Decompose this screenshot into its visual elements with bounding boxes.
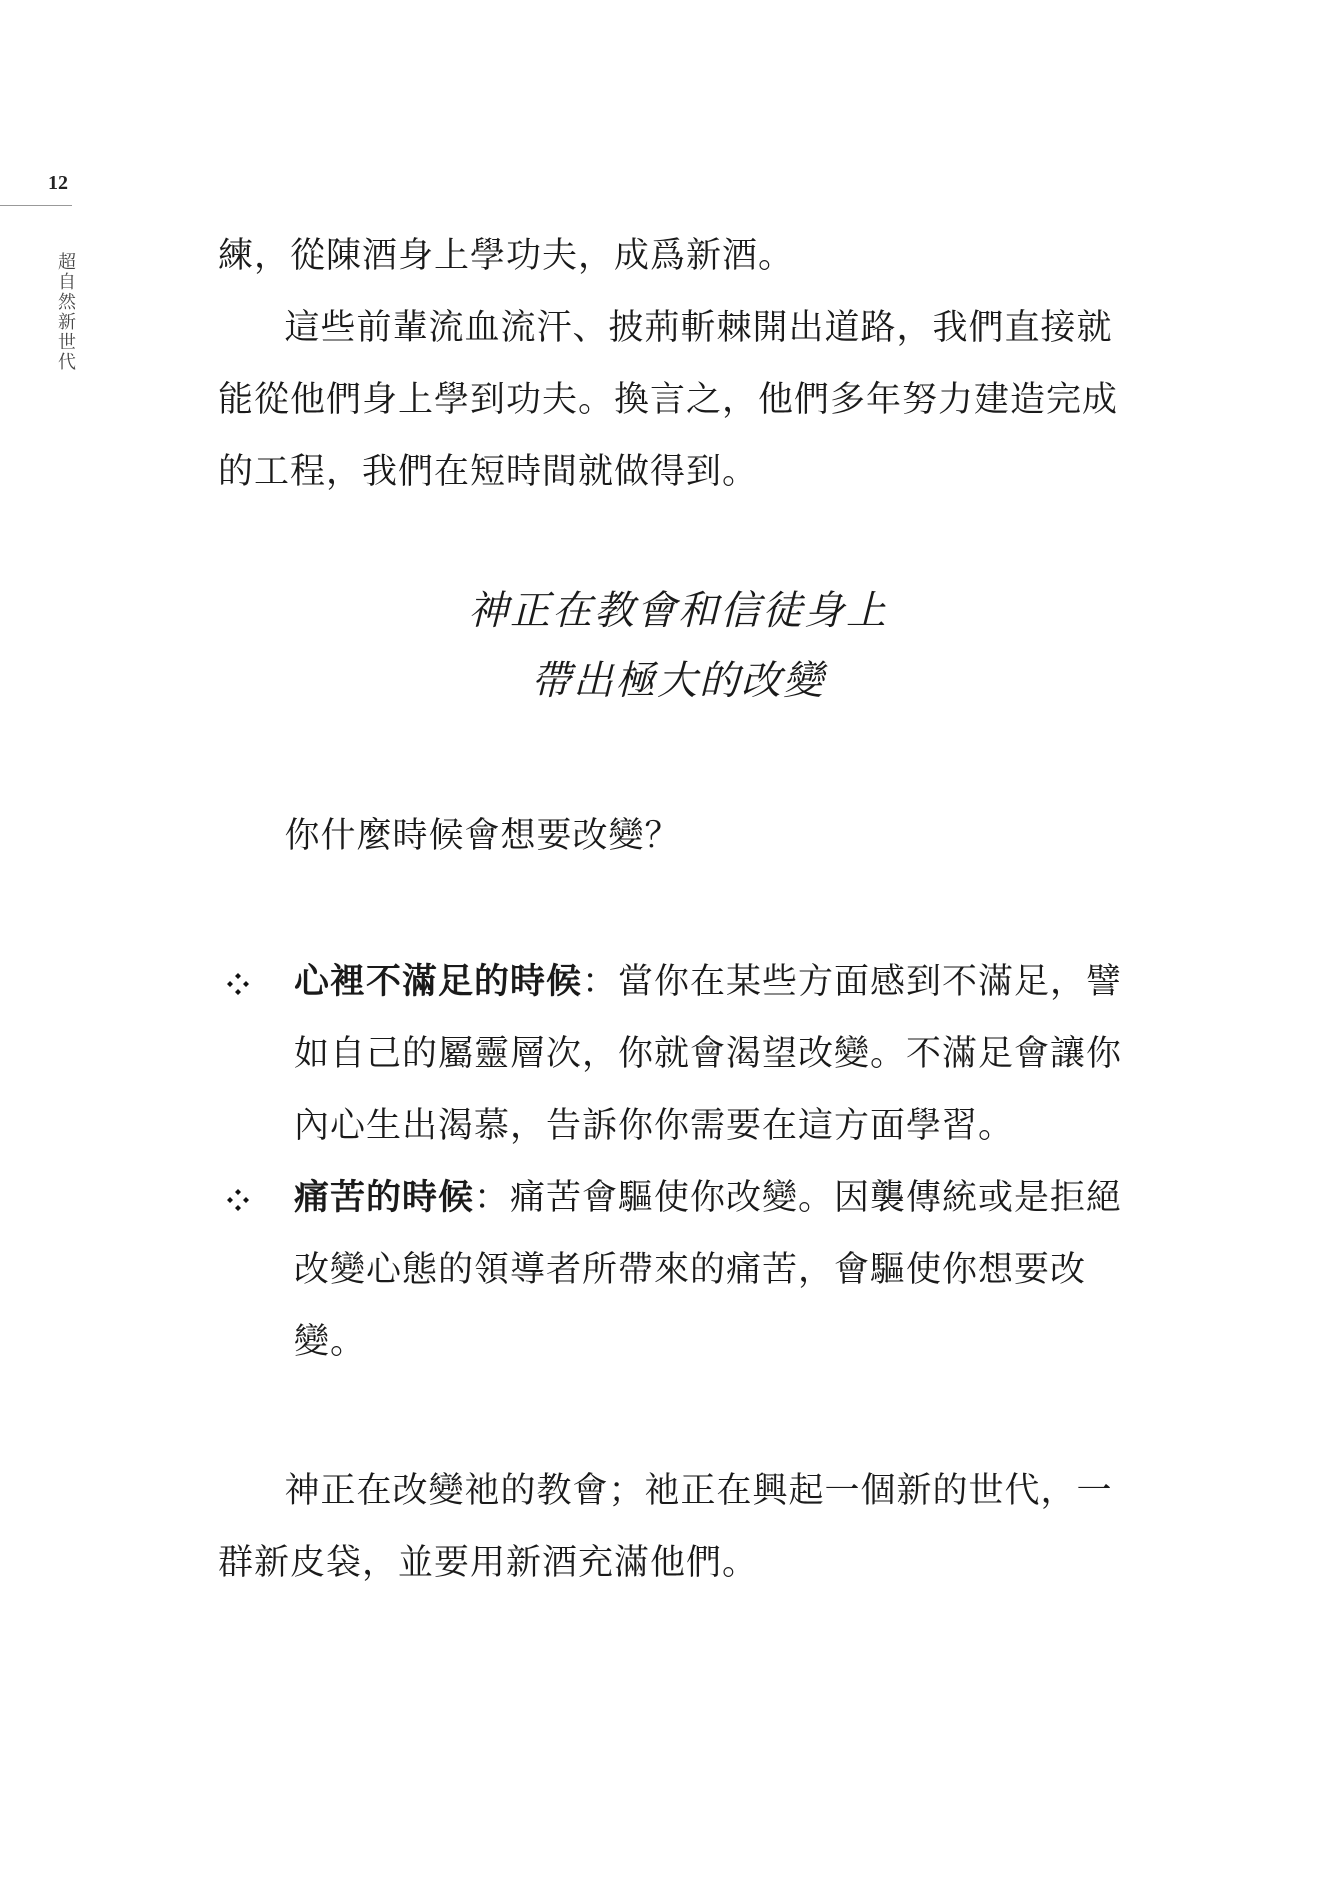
section-heading-line-1: 神正在教會和信徒身上 (468, 588, 888, 634)
intro-section (218, 220, 1138, 508)
question-paragraph: 你什麼時候會想要改變？ (284, 816, 681, 856)
page-number-rule (0, 205, 72, 206)
page-number: 12 (48, 172, 68, 194)
bullet-term: 痛苦的時候 (294, 1178, 475, 1218)
bullet-term: 心裡不滿足的時候 (294, 962, 583, 1002)
four-diamond-bullet-icon (226, 972, 250, 996)
bullet-item-dissatisfied (218, 946, 1138, 1162)
bullet-item-pain (218, 1162, 1138, 1378)
running-title: 超自然新世代 (55, 252, 76, 372)
four-diamond-bullet-icon (226, 1188, 250, 1212)
bullet-text: ：當你在某些方面感到不滿足，譬如自己的屬靈層次，你就會渴望改變。不滿足會讓你內心生出渴慕，告訴你你需要在這方面學習。 (294, 962, 1123, 1146)
bullet-text: ：痛苦會驅使你改變。因襲傳統或是拒絕改變心態的領導者所帶來的痛苦，會驅使你想要改變。 (294, 1178, 1123, 1362)
paragraph-continuation: 練，從陳酒身上學功夫，成爲新酒。 (218, 236, 795, 276)
paragraph-pioneers: 這些前輩流血流汗、披荊斬棘開出道路，我們直接就能從他們身上學到功夫。換言之，他們多年努力建造完成的工程，我們在短時間就做得到。 (218, 308, 1119, 492)
section-heading-line-2: 帶出極大的改變 (531, 658, 825, 704)
bullet-list (218, 946, 1138, 1378)
question-section (218, 800, 1138, 872)
closing-section (218, 1455, 1138, 1599)
section-heading (218, 576, 1138, 716)
closing-paragraph: 神正在改變祂的教會；祂正在興起一個新的世代，一群新皮袋，並要用新酒充滿他們。 (218, 1471, 1113, 1583)
